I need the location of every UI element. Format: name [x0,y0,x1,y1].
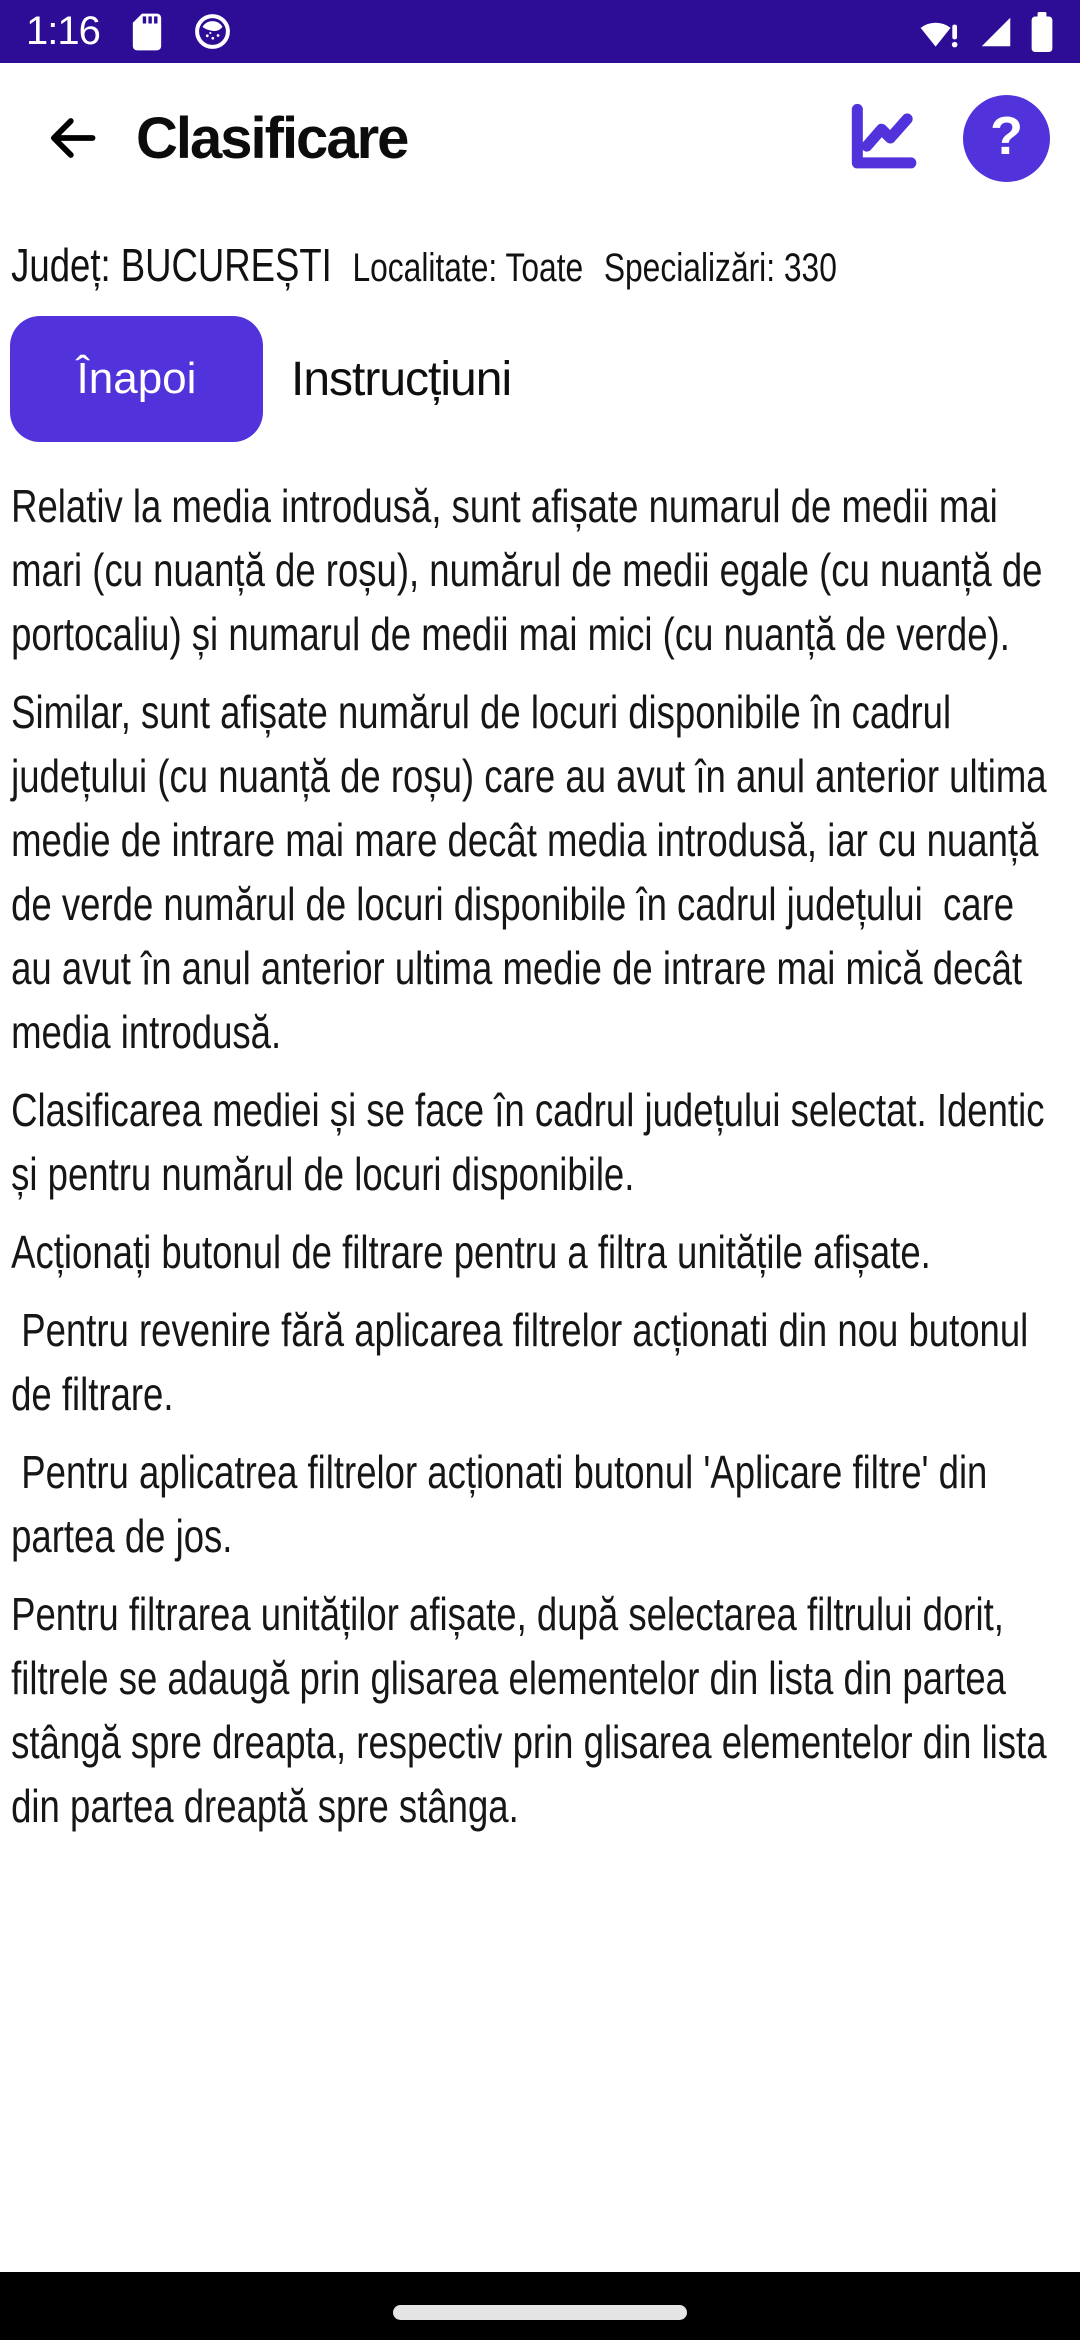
line-chart-icon [839,94,927,182]
instructions-text [0,474,1080,1852]
signal-icon [978,14,1014,50]
instruction-paragraph: Pentru aplicatrea filtrelor acționati butonul 'Aplicare filtre' din partea de jos. [11,1446,998,1562]
instruction-paragraph: Pentru filtrarea unităților afișate, după selectarea filtrului dorit, filtrele se adaugă prin glisarea elementelor din lista din partea stângă spre dreapta, respectiv prin glisarea elementelor din lista din partea dreaptă spre stânga. [11,1588,1057,1832]
arrow-left-icon [43,109,101,167]
tab-row [10,316,511,442]
question-mark-icon: ? [990,106,1023,166]
battery-icon [1030,12,1054,52]
help-button[interactable] [963,95,1050,182]
status-bar [0,0,1080,63]
specializari-value: Specializări: 330 [603,246,837,290]
system-nav-bar [0,2272,1080,2340]
tab-instructiuni[interactable]: Instrucțiuni [291,352,512,406]
home-indicator[interactable] [393,2305,687,2320]
page-title: Clasificare [136,105,408,171]
chart-button[interactable] [839,94,927,182]
dotted-circle-icon [194,13,231,50]
sd-card-icon [130,12,164,52]
instruction-paragraph: Acționați butonul de filtrare pentru a filtra unitățile afișate. [11,1226,931,1278]
status-bar-right [918,12,1054,52]
back-arrow-button[interactable] [42,108,102,168]
inapoi-button-label: Înapoi [76,354,197,403]
status-bar-left [26,0,231,63]
header-actions [839,94,1050,182]
instruction-paragraph: Relativ la media introdusă, sunt afișate numarul de medii mai mari (cu nuanță de roșu), numărul de medii egale (cu nuanță de portocaliu) și numarul de medii mai mici (cu nuanță de verde). [11,480,1053,660]
header [0,63,1080,213]
localitate-value: Localitate: Toate [352,246,584,290]
judet-value: Județ: BUCUREȘTI [11,239,332,291]
filters-summary [0,238,1080,292]
instruction-paragraph: Pentru revenire fără aplicarea filtrelor acționati din nou butonul de filtrare. [11,1304,1039,1420]
clock: 1:16 [26,9,100,53]
instruction-paragraph: Similar, sunt afișate numărul de locuri disponibile în cadrul județului (cu nuanță de roșu) care au avut în anul anterior ultima medie de intrare mai mare decât media introdusă, iar cu nuanță de verde numărul de locuri disponibile în cadrul județului care au avut în anul anterior ultima medie de intrare mai mică decât media introdusă. [11,686,1057,1058]
inapoi-button[interactable] [10,316,263,442]
instruction-paragraph: Clasificarea mediei și se face în cadrul județului selectat. Identic și pentru numărul de locuri disponibile. [11,1084,1055,1200]
wifi-alert-icon [918,14,962,50]
